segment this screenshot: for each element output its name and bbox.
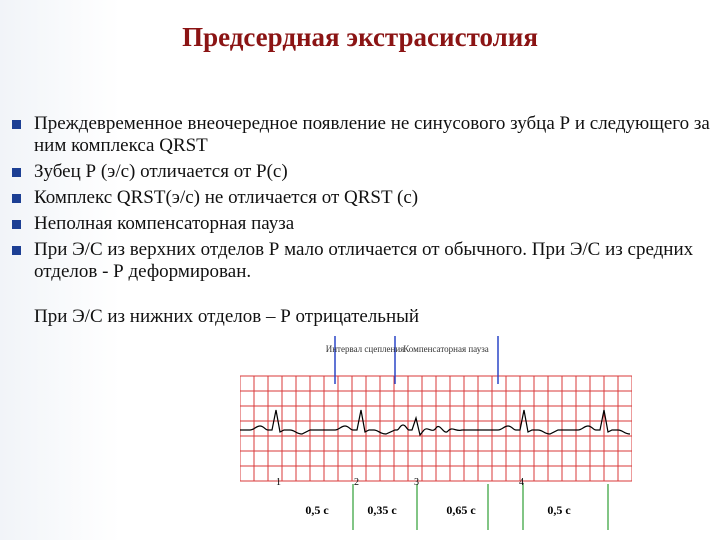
bullet-text: Комплекс QRST(э/с) не отличается от QRST (с) [34, 187, 419, 208]
bullet-item [12, 161, 716, 183]
duration-label: 0,65 с [446, 503, 476, 517]
bullet-text: Неполная компенсаторная пауза [34, 213, 295, 234]
ecg-trace [240, 410, 630, 435]
pause-label [403, 344, 489, 354]
duration-label: 0,35 с [367, 503, 397, 517]
square-bullet-icon [12, 120, 21, 129]
bullet-list [12, 113, 716, 287]
beat-number: 4 [519, 477, 524, 488]
svg-text:Компенсаторная пауза: Компенсаторная пауза [403, 344, 489, 354]
bullet-text: Зубец Р (э/с) отличается от Р(с) [34, 161, 288, 182]
square-bullet-icon [12, 194, 21, 203]
bullet-item [12, 239, 716, 283]
tail-text: При Э/С из нижних отделов – Р отрицательный [34, 306, 420, 327]
beat-number: 3 [414, 477, 419, 488]
bullet-item [12, 187, 716, 209]
square-bullet-icon [12, 246, 21, 255]
square-bullet-icon [12, 168, 21, 177]
bullet-item [12, 213, 716, 235]
duration-label: 0,5 с [547, 503, 571, 517]
bullet-text: Преждевременное внеочередное появление не синусового зубца Р и следующего за ним комплекса QRST [34, 113, 710, 156]
ecg-strip-svg [240, 336, 632, 530]
beat-number: 2 [354, 477, 359, 488]
beat-number: 1 [276, 477, 281, 488]
bullet-item [12, 113, 716, 157]
square-bullet-icon [12, 220, 21, 229]
bullet-text: При Э/С из верхних отделов Р мало отличается от обычного. При Э/С из средних отделов - Р деформирован. [34, 239, 694, 282]
ecg-figure [240, 336, 632, 530]
duration-label: 0,5 с [305, 503, 329, 517]
interval-label [326, 344, 405, 354]
slide-title: Предсердная экстрасистолия [182, 22, 538, 52]
svg-text:Интервал сцепления: Интервал сцепления [325, 344, 405, 354]
